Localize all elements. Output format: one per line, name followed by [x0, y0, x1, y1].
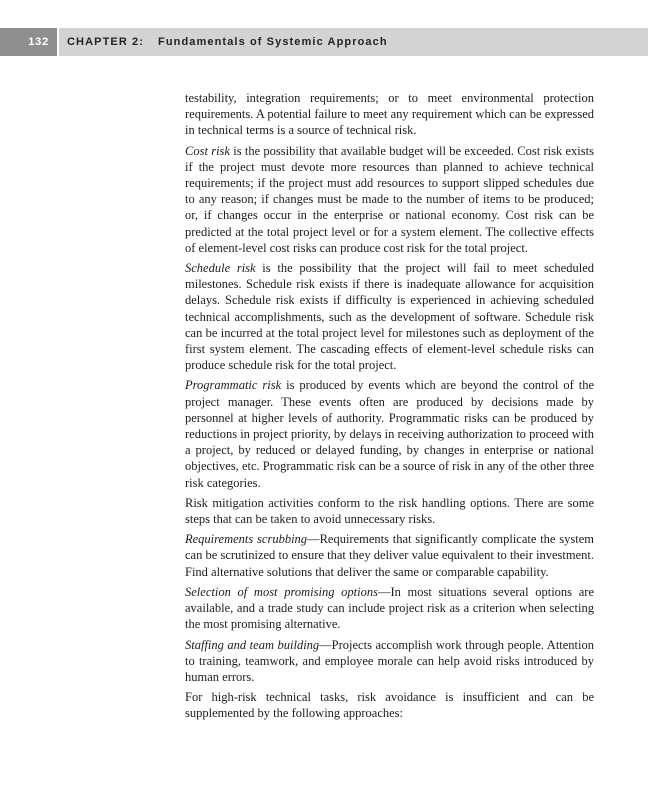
paragraph-text: testability, integration requirements; or to meet environmental protection requirements. A potential failure to meet any requirement which can be expressed in technical terms is a source of technical risk. — [185, 91, 594, 138]
paragraph-high-risk-tasks — [185, 689, 594, 721]
paragraph-text: —Projects accomplish work through people. Attention to training, teamwork, and employee morale can help avoid risks introduced by human errors. — [185, 637, 595, 684]
paragraph-lead: Staffing and team building — [185, 637, 320, 652]
chapter-heading — [59, 28, 648, 56]
chapter-label: CHAPTER 2: — [67, 36, 145, 48]
paragraph-text: is produced by events which are beyond the control of the project manager. These events often are produced by decisions made by personnel at higher levels of authority. Programmatic risks can be produced by reductions in project priority, by delays in receiving authorization to proceed with a project, by reduced or delayed funding, by changes in enterprise or national objectives, etc. Programmatic risk can be a source of risk in any of the other three risk categories. — [185, 378, 595, 490]
paragraph-lead: Selection of most promising options — [185, 584, 378, 599]
paragraph-text: is the possibility that available budget will be exceeded. Cost risk exists if the project must devote more resources than planned to achieve technical requirements; if the project must add resources to support slipped schedules due to any reason; if changes must be made to the number of items to be produced; or, if changes occur in the enterprise or national economy. Cost risk can be predicted at the total project level or for a system element. The collective effects of element-level cost risks can produce cost risk for the total project. — [185, 143, 594, 255]
paragraph-risk-mitigation — [185, 495, 594, 527]
paragraph-text: is the possibility that the project will fail to meet scheduled milestones. Schedule risk exists if there is inadequate allowance for acquisition delays. Schedule risk exists if difficulty is experienced in achieving scheduled technical accomplishments, such as the development of software. Schedule risk can be incurred at the total project level for milestones such as deployment of the first system element. The cascading effects of element-level schedule risks can produce schedule risk for the total project. — [185, 261, 594, 373]
paragraph-staffing-team-building — [185, 637, 594, 686]
page-number: 132 — [28, 36, 49, 48]
running-header — [0, 28, 648, 56]
page-number-box — [0, 28, 57, 56]
paragraph-text: For high-risk technical tasks, risk avoidance is insufficient and can be supplemented by the following approaches: — [185, 690, 594, 721]
paragraph-text: —In most situations several options are available, and a trade study can include project risk as a criterion when selecting the most promising alternative. — [185, 584, 594, 632]
paragraph-cost-risk — [185, 143, 594, 256]
paragraph-text: Risk mitigation activities conform to the risk handling options. There are some steps that can be taken to avoid unnecessary risks. — [185, 495, 594, 527]
paragraph-lead: Programmatic risk — [185, 378, 282, 393]
paragraph-lead: Schedule risk — [185, 261, 256, 276]
paragraph-lead: Requirements scrubbing — [185, 532, 308, 547]
chapter-title: Fundamentals of Systemic Approach — [158, 36, 388, 48]
body-text-column — [185, 90, 594, 726]
paragraph-lead: Cost risk — [185, 143, 230, 158]
paragraph-schedule-risk — [185, 260, 594, 373]
paragraph-text: —Requirements that significantly complicate the system can be scrutinized to ensure that they deliver value equivalent to their investment. Find alternative solutions that deliver the same or comparable capability. — [185, 532, 594, 579]
paragraph-technical-risk — [185, 90, 594, 139]
paragraph-programmatic-risk — [185, 377, 594, 490]
paragraph-selection-options — [185, 584, 594, 633]
paragraph-requirements-scrubbing — [185, 531, 594, 580]
